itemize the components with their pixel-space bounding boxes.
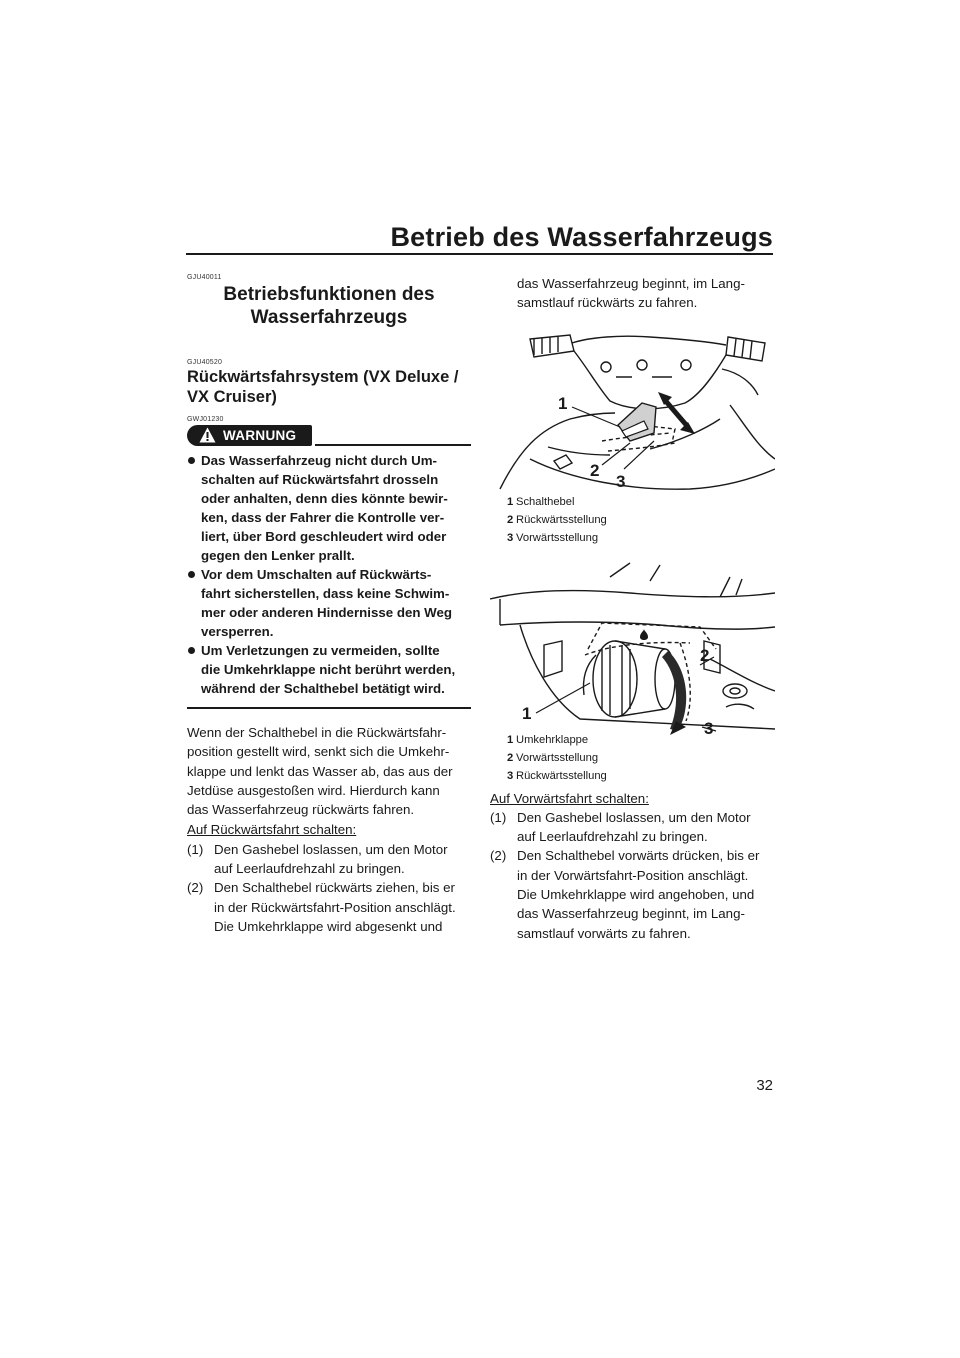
legend-item: 2 Rückwärtsstellung	[507, 513, 607, 526]
callout-2: 2	[700, 645, 710, 665]
reverse-gate-illustration	[490, 559, 775, 737]
figure1-legend	[490, 493, 775, 547]
title-rule	[186, 253, 773, 255]
warning-item: Vor dem Umschalten auf Rückwärts- fahrt sicherstellen, dass keine Schwim- mer oder anderen Hindernisse den Weg versperren.	[187, 565, 471, 641]
left-column	[187, 274, 471, 936]
reverse-step-continuation: das Wasserfahrzeug beginnt, im Lang- samstlauf rückwärts zu fahren.	[517, 276, 745, 311]
page-number: 32	[756, 1077, 773, 1094]
callout-3: 3	[616, 471, 626, 491]
legend-item: 1 Schalthebel	[507, 495, 575, 508]
warning-triangle-icon	[199, 427, 216, 443]
reverse-heading: Auf Rückwärtsfahrt schalten:	[187, 822, 357, 838]
warning-code: GWJ01230	[187, 416, 224, 423]
step-item: (1) Den Gashebel loslassen, um den Motor auf Leerlaufdrehzahl zu bringen.	[187, 841, 448, 877]
section-title-line1: Betriebsfunktionen des	[223, 284, 435, 305]
figure-shift-lever	[490, 329, 775, 497]
warning-header	[187, 425, 471, 447]
subsection-title	[187, 367, 471, 407]
shift-lever-illustration	[490, 329, 775, 497]
warning-bottom-rule	[187, 707, 471, 709]
callout-3: 3	[704, 718, 714, 738]
figure2-legend	[490, 731, 775, 785]
warning-list	[187, 451, 471, 698]
step-item: (2) Den Schalthebel rückwärts ziehen, bis er in der Rückwärtsfahrt-Position anschlägt. Die Umkehrklappe wird abgesenkt und	[187, 880, 456, 934]
forward-steps	[490, 808, 775, 943]
bullet-icon	[188, 457, 195, 464]
callout-1: 1	[558, 393, 568, 413]
reverse-steps	[187, 840, 471, 936]
step-item: (2) Den Schalthebel vorwärts drücken, bis er in der Vorwärtsfahrt-Position anschlägt. Die Umkehrklappe wird angehoben, und das Wasserfahrzeug beginnt, im Lang- samstlauf vorwärts zu fahren.	[490, 848, 760, 941]
warning-badge	[187, 425, 312, 446]
warning-item: Um Verletzungen zu vermeiden, sollte die Umkehrklappe nicht berührt werden, während der Schalthebel betätigt wird.	[187, 641, 471, 698]
subsection-title-line2: VX Cruiser)	[187, 388, 277, 406]
legend-item: 3 Rückwärtsstellung	[507, 769, 607, 782]
figure-reverse-gate	[490, 559, 775, 737]
page-title: Betrieb des Wasserfahrzeugs	[390, 222, 773, 252]
bullet-icon	[188, 571, 195, 578]
subsection-code: GJU40520	[187, 359, 223, 366]
legend-item: 1 Umkehrklappe	[507, 733, 589, 746]
forward-heading: Auf Vorwärtsfahrt schalten:	[490, 790, 649, 806]
section-title-line2: Wasserfahrzeugs	[250, 307, 408, 328]
warning-label: WARNUNG	[223, 428, 297, 443]
bullet-icon	[188, 647, 195, 654]
callout-2: 2	[590, 460, 600, 480]
legend-item: 3 Vorwärtsstellung	[507, 531, 599, 544]
intro-paragraph: Wenn der Schalthebel in die Rückwärtsfahr- position gestellt wird, senkt sich die Umkehr- klappe und lenkt das Wasser ab, das aus der Jetdüse ausgestoßen wird. Hierdurch kann das Wasserfahrzeug rückwärts fahren.	[187, 725, 453, 818]
callout-1: 1	[522, 703, 532, 723]
step-item: (1) Den Gashebel loslassen, um den Motor auf Leerlaufdrehzahl zu bringen.	[490, 809, 751, 845]
warning-item: Das Wasserfahrzeug nicht durch Um- schalten auf Rückwärtsfahrt drosseln oder anhalten, denn dies könnte bewir- ken, dass der Fahrer die Kontrolle ver- liert, über Bord geschleudert wird oder gegen den Lenker prallt.	[187, 451, 471, 565]
subsection-title-line1: Rückwärtsfahrsystem (VX Deluxe /	[187, 368, 459, 386]
section-code: GJU40011	[187, 274, 222, 281]
section-title	[187, 283, 471, 329]
right-column	[490, 274, 775, 943]
legend-item: 2 Vorwärtsstellung	[507, 751, 599, 764]
warning-top-rule	[315, 444, 471, 446]
